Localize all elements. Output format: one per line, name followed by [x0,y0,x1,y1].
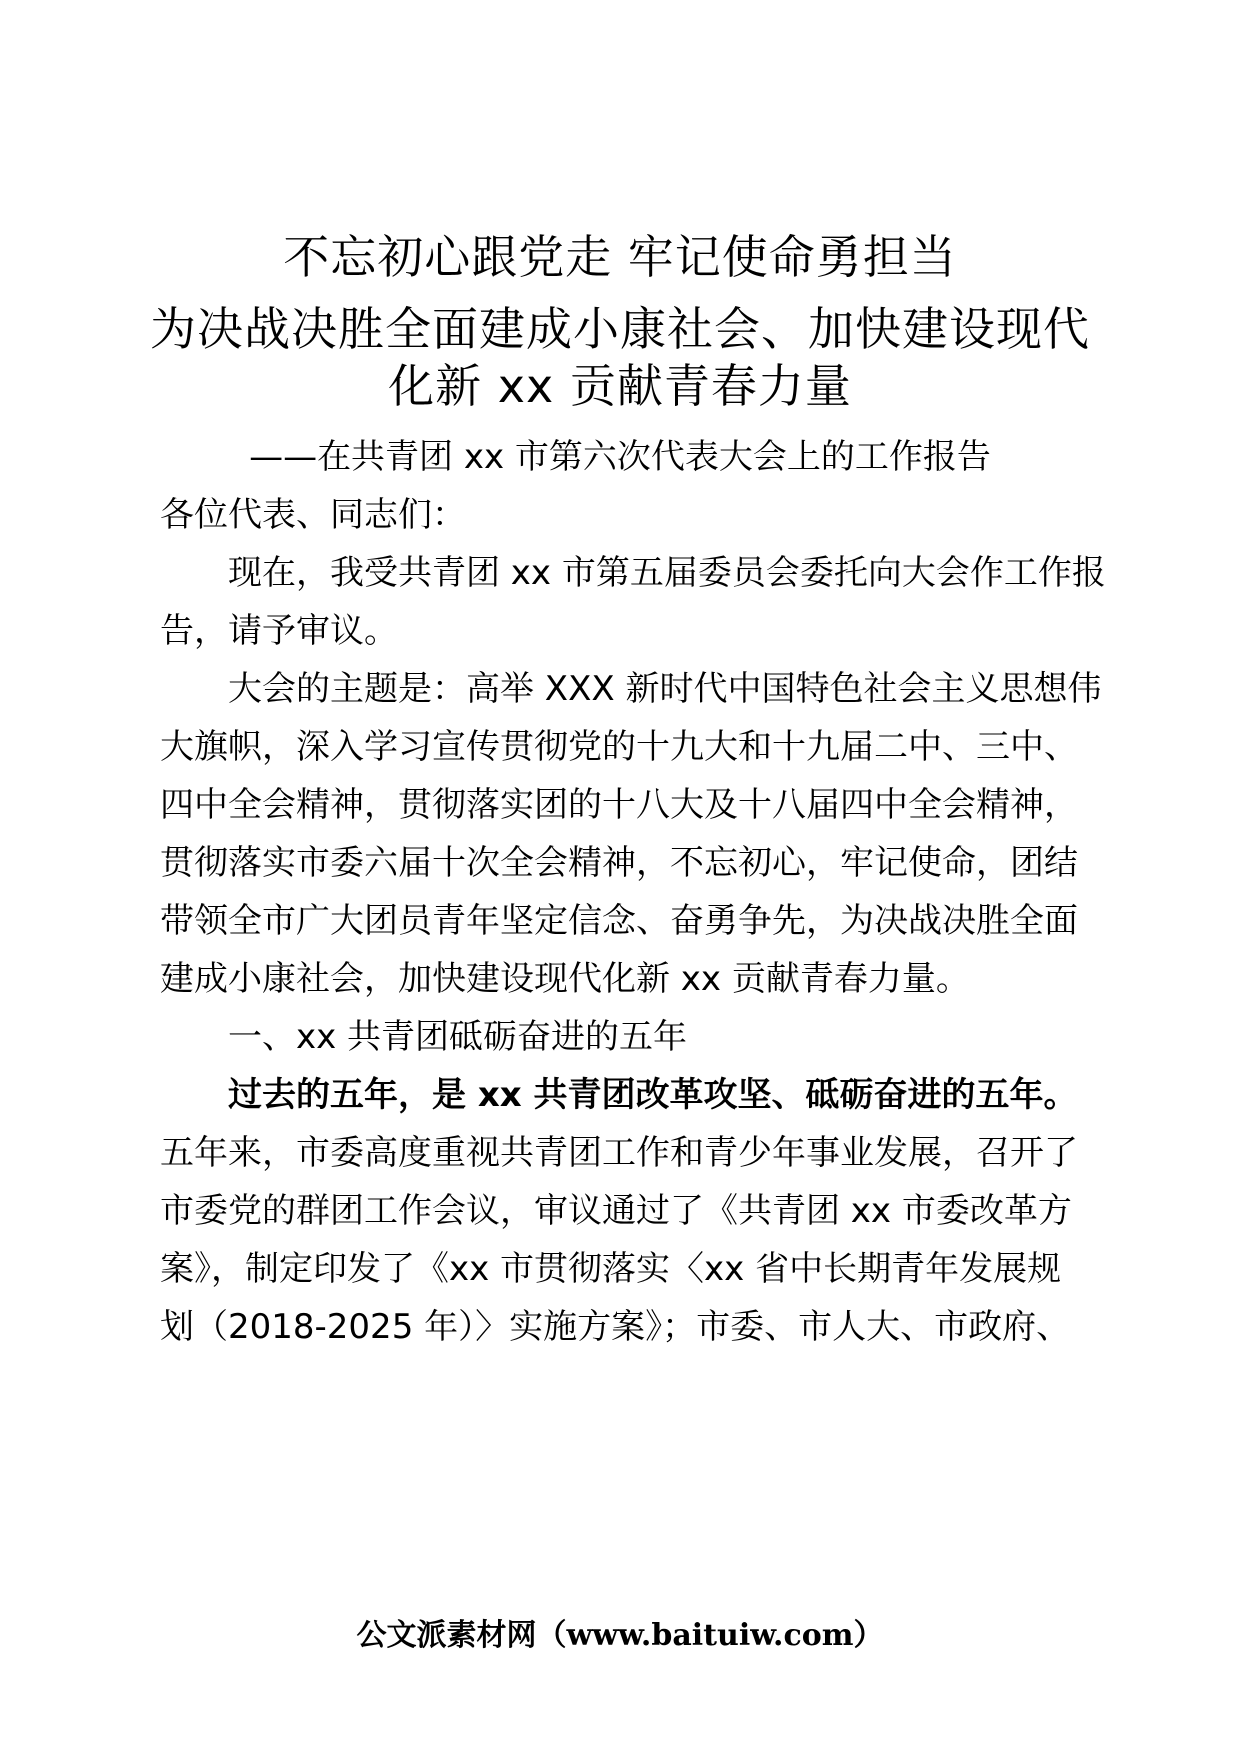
paragraph-3-line-3: 案》，制定印发了《xx 市贯彻落实〈xx 省中长期青年发展规 [160,1249,1062,1289]
paragraph-2-line-6: 建成小康社会，加快建设现代化新 xx 贡献青春力量。 [160,959,970,999]
paragraph-1-line-2: 告，请予审议。 [160,611,398,651]
title-line-3: 化新 xx 贡献青春力量 [388,359,852,413]
title-line-2: 为决战决胜全面建成小康社会、加快建设现代 [150,302,1090,356]
paragraph-3-line-2: 市委党的群团工作会议，审议通过了《共青团 xx 市委改革方 [160,1191,1072,1231]
report-subtitle: ——在共青团 xx 市第六次代表大会上的工作报告 [249,437,991,477]
paragraph-2-line-3: 四中全会精神，贯彻落实团的十八大及十八届四中全会精神， [160,785,1078,825]
paragraph-3-line-4: 划（2018-2025 年）〉实施方案》；市委、市人大、市政府、 [160,1307,1071,1347]
paragraph-2-line-2: 大旗帜，深入学习宣传贯彻党的十九大和十九届二中、三中、 [160,727,1078,767]
paragraph-2-line-5: 带领全市广大团员青年坚定信念、奋勇争先，为决战决胜全面 [160,901,1078,941]
paragraph-2-line-4: 贯彻落实市委六届十次全会精神，不忘初心，牢记使命，团结 [160,843,1078,883]
bold-lead-sentence: 过去的五年，是 xx 共青团改革攻坚、砥砺奋进的五年。 [228,1075,1078,1115]
paragraph-3-line-1: 五年来，市委高度重视共青团工作和青少年事业发展，召开了 [160,1133,1078,1173]
salutation: 各位代表、同志们： [160,495,466,535]
title-line-1: 不忘初心跟党走 牢记使命勇担当 [283,230,957,284]
section-heading: 一、xx 共青团砥砺奋进的五年 [228,1017,688,1057]
footer-watermark: 公文派素材网（www.baituiw.com） [356,1618,884,1653]
paragraph-2-line-1: 大会的主题是：高举 XXX 新时代中国特色社会主义思想伟 [228,669,1102,709]
paragraph-1-line-1: 现在，我受共青团 xx 市第五届委员会委托向大会作工作报 [228,553,1106,593]
